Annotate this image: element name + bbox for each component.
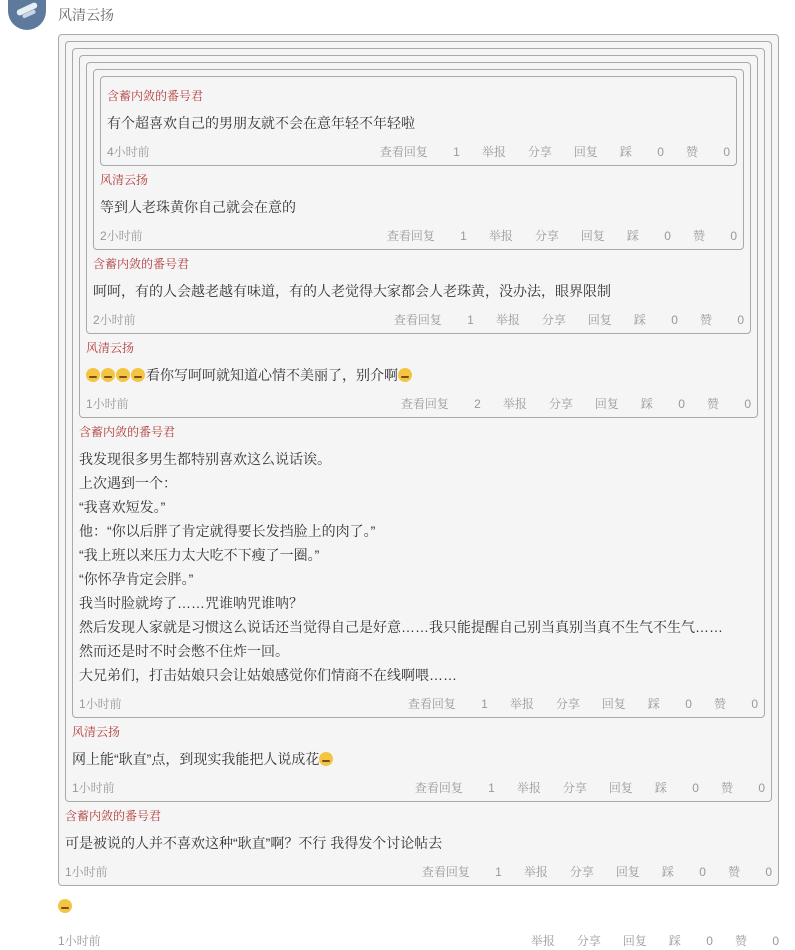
comment-meta: [79, 695, 758, 713]
laugh-emoji-icon: [131, 368, 145, 382]
dislike-button[interactable]: 踩 0: [619, 145, 664, 159]
report-button[interactable]: 举报: [509, 697, 534, 711]
comment-line: 有个超喜欢自己的男朋友就不会在意年轻不年轻啦: [107, 115, 415, 131]
report-button[interactable]: 举报: [523, 865, 548, 879]
main-comment-body: [58, 898, 779, 948]
comment-line: 我发现很多男生都特别喜欢这么说话诶。: [79, 451, 331, 467]
expressionless-emoji-icon: [58, 899, 72, 913]
report-button[interactable]: 举报: [502, 397, 527, 411]
view-replies-button[interactable]: 查看回复 1: [393, 313, 474, 327]
report-button[interactable]: 举报: [481, 145, 506, 159]
comment-actions: [531, 932, 779, 949]
share-button[interactable]: 分享: [569, 865, 594, 879]
like-button[interactable]: 赞 0: [713, 697, 758, 711]
comment-time: 1小时前: [79, 697, 122, 711]
comment: [79, 423, 758, 713]
report-button[interactable]: 举报: [516, 781, 541, 795]
comment-line: 大兄弟们，打击姑娘只会让姑娘感觉你们情商不在线啊喂……: [79, 667, 457, 683]
like-button[interactable]: 赞 0: [692, 229, 737, 243]
like-button[interactable]: 赞 0: [727, 865, 772, 879]
dislike-button[interactable]: 踩 0: [661, 865, 706, 879]
comment-actions: [408, 695, 758, 712]
comment-time: 2小时前: [100, 229, 143, 243]
grin-emoji-icon: [86, 368, 100, 382]
comment-line: 上次遇到一个：: [79, 475, 177, 491]
report-button[interactable]: 举报: [530, 934, 555, 948]
comment: [107, 87, 730, 161]
comment-line: “我喜欢短发。”: [79, 499, 166, 515]
report-button[interactable]: 举报: [495, 313, 520, 327]
comment-line: 他：“你以后胖了肯定就得要长发挡脸上的肉了。”: [79, 523, 376, 539]
comment-actions: [380, 143, 730, 160]
share-button[interactable]: 分享: [541, 313, 566, 327]
share-button[interactable]: 分享: [534, 229, 559, 243]
comment-text: [86, 363, 413, 387]
reply-button[interactable]: 回复: [580, 229, 605, 243]
comment-time: 4小时前: [107, 145, 150, 159]
hug-emoji-icon: [398, 368, 412, 382]
view-replies-button[interactable]: 查看回复 1: [407, 697, 488, 711]
like-button[interactable]: 赞 0: [734, 934, 779, 948]
comment-line: 然后发现人家就是习惯这么说话还当觉得自己是好意……我只能提醒自己别当真别当真不生气不生气……: [79, 619, 723, 635]
grin-emoji-icon: [101, 368, 115, 382]
reply-button[interactable]: 回复: [594, 397, 619, 411]
comment: [86, 339, 751, 413]
view-replies-button[interactable]: 查看回复 1: [386, 229, 467, 243]
comment-line: 然而还是时不时会憋不住炸一回。: [79, 643, 289, 659]
reply-button[interactable]: 回复: [615, 865, 640, 879]
comment-meta: [86, 395, 751, 413]
comment-header: [8, 0, 114, 30]
comment-author[interactable]: 风清云扬: [100, 173, 149, 187]
dislike-button[interactable]: 踩 0: [640, 397, 685, 411]
comment-line: “你怀孕肯定会胖。”: [79, 571, 194, 587]
like-button[interactable]: 赞 0: [699, 313, 744, 327]
comment-text: [93, 279, 611, 303]
comment-author[interactable]: 风清云扬: [86, 341, 135, 355]
comment-line: 等到人老珠黄你自己就会在意的: [100, 199, 296, 215]
share-button[interactable]: 分享: [548, 397, 573, 411]
comment-text: [100, 195, 296, 219]
comment-line: “我上班以来压力太大吃不下瘦了一圈。”: [79, 547, 320, 563]
thinking-emoji-icon: [319, 752, 333, 766]
comment-author[interactable]: 含蓄内敛的番号君: [107, 89, 204, 103]
username[interactable]: 风清云扬: [58, 7, 114, 23]
comment-line: 看你写呵呵就知道心情不美丽了，别介啊: [146, 367, 398, 383]
comment-meta: [100, 227, 737, 245]
like-button[interactable]: 赞 0: [706, 397, 751, 411]
comment: [65, 807, 772, 881]
comment: [93, 255, 744, 329]
share-button[interactable]: 分享: [527, 145, 552, 159]
comment-meta: [58, 932, 779, 950]
report-button[interactable]: 举报: [488, 229, 513, 243]
view-replies-button[interactable]: 查看回复 1: [379, 145, 460, 159]
comment-actions: [415, 779, 765, 796]
reply-button[interactable]: 回复: [622, 934, 647, 948]
comment-time: 1小时前: [86, 397, 129, 411]
dislike-button[interactable]: 踩 0: [654, 781, 699, 795]
comment-actions: [422, 863, 772, 880]
comment-time: 2小时前: [93, 313, 136, 327]
dislike-button[interactable]: 踩 0: [626, 229, 671, 243]
reply-button[interactable]: 回复: [608, 781, 633, 795]
share-button[interactable]: 分享: [562, 781, 587, 795]
share-button[interactable]: 分享: [576, 934, 601, 948]
comment-text: [79, 447, 723, 687]
share-button[interactable]: 分享: [555, 697, 580, 711]
comment-author[interactable]: 含蓄内敛的番号君: [65, 809, 162, 823]
comment-text: [72, 747, 334, 771]
comment-meta: [72, 779, 765, 797]
comment-meta: [93, 311, 744, 329]
reply-button[interactable]: 回复: [587, 313, 612, 327]
reply-button[interactable]: 回复: [601, 697, 626, 711]
comment-author[interactable]: 含蓄内敛的番号君: [93, 257, 190, 271]
comment-text: [65, 831, 442, 855]
dislike-button[interactable]: 踩 0: [668, 934, 713, 948]
laugh-emoji-icon: [116, 368, 130, 382]
comment-time: 1小时前: [65, 865, 108, 879]
comment-line: 我当时脸就垮了……咒谁呐咒谁呐？: [79, 595, 303, 611]
comment-meta: [107, 143, 730, 161]
comment-time: 1小时前: [58, 934, 101, 948]
comment-meta: [65, 863, 772, 881]
comment-text: [107, 111, 415, 135]
like-button[interactable]: 赞 0: [685, 145, 730, 159]
comment-line: 可是被说的人并不喜欢这种“耿直”啊？不行 我得发个讨论帖去: [65, 835, 443, 851]
dislike-button[interactable]: 踩 0: [633, 313, 678, 327]
view-replies-button[interactable]: 查看回复 1: [421, 865, 502, 879]
comment-line: 呵呵，有的人会越老越有味道，有的人老觉得大家都会人老珠黄，没办法，眼界限制: [93, 283, 611, 299]
avatar[interactable]: [8, 0, 46, 30]
like-button[interactable]: 赞 0: [720, 781, 765, 795]
comment: [72, 723, 765, 797]
comment-author[interactable]: 含蓄内敛的番号君: [79, 425, 176, 439]
reply-button[interactable]: 回复: [573, 145, 598, 159]
comment-time: 1小时前: [72, 781, 115, 795]
comment-actions: [394, 311, 744, 328]
dislike-button[interactable]: 踩 0: [647, 697, 692, 711]
view-replies-button[interactable]: 查看回复 1: [414, 781, 495, 795]
comment-actions: [401, 395, 751, 412]
comment-actions: [387, 227, 737, 244]
comment-line: 网上能“耿直”点，到现实我能把人说成花: [72, 751, 320, 767]
comment: [100, 171, 737, 245]
view-replies-button[interactable]: 查看回复 2: [400, 397, 481, 411]
comment-author[interactable]: 风清云扬: [72, 725, 121, 739]
